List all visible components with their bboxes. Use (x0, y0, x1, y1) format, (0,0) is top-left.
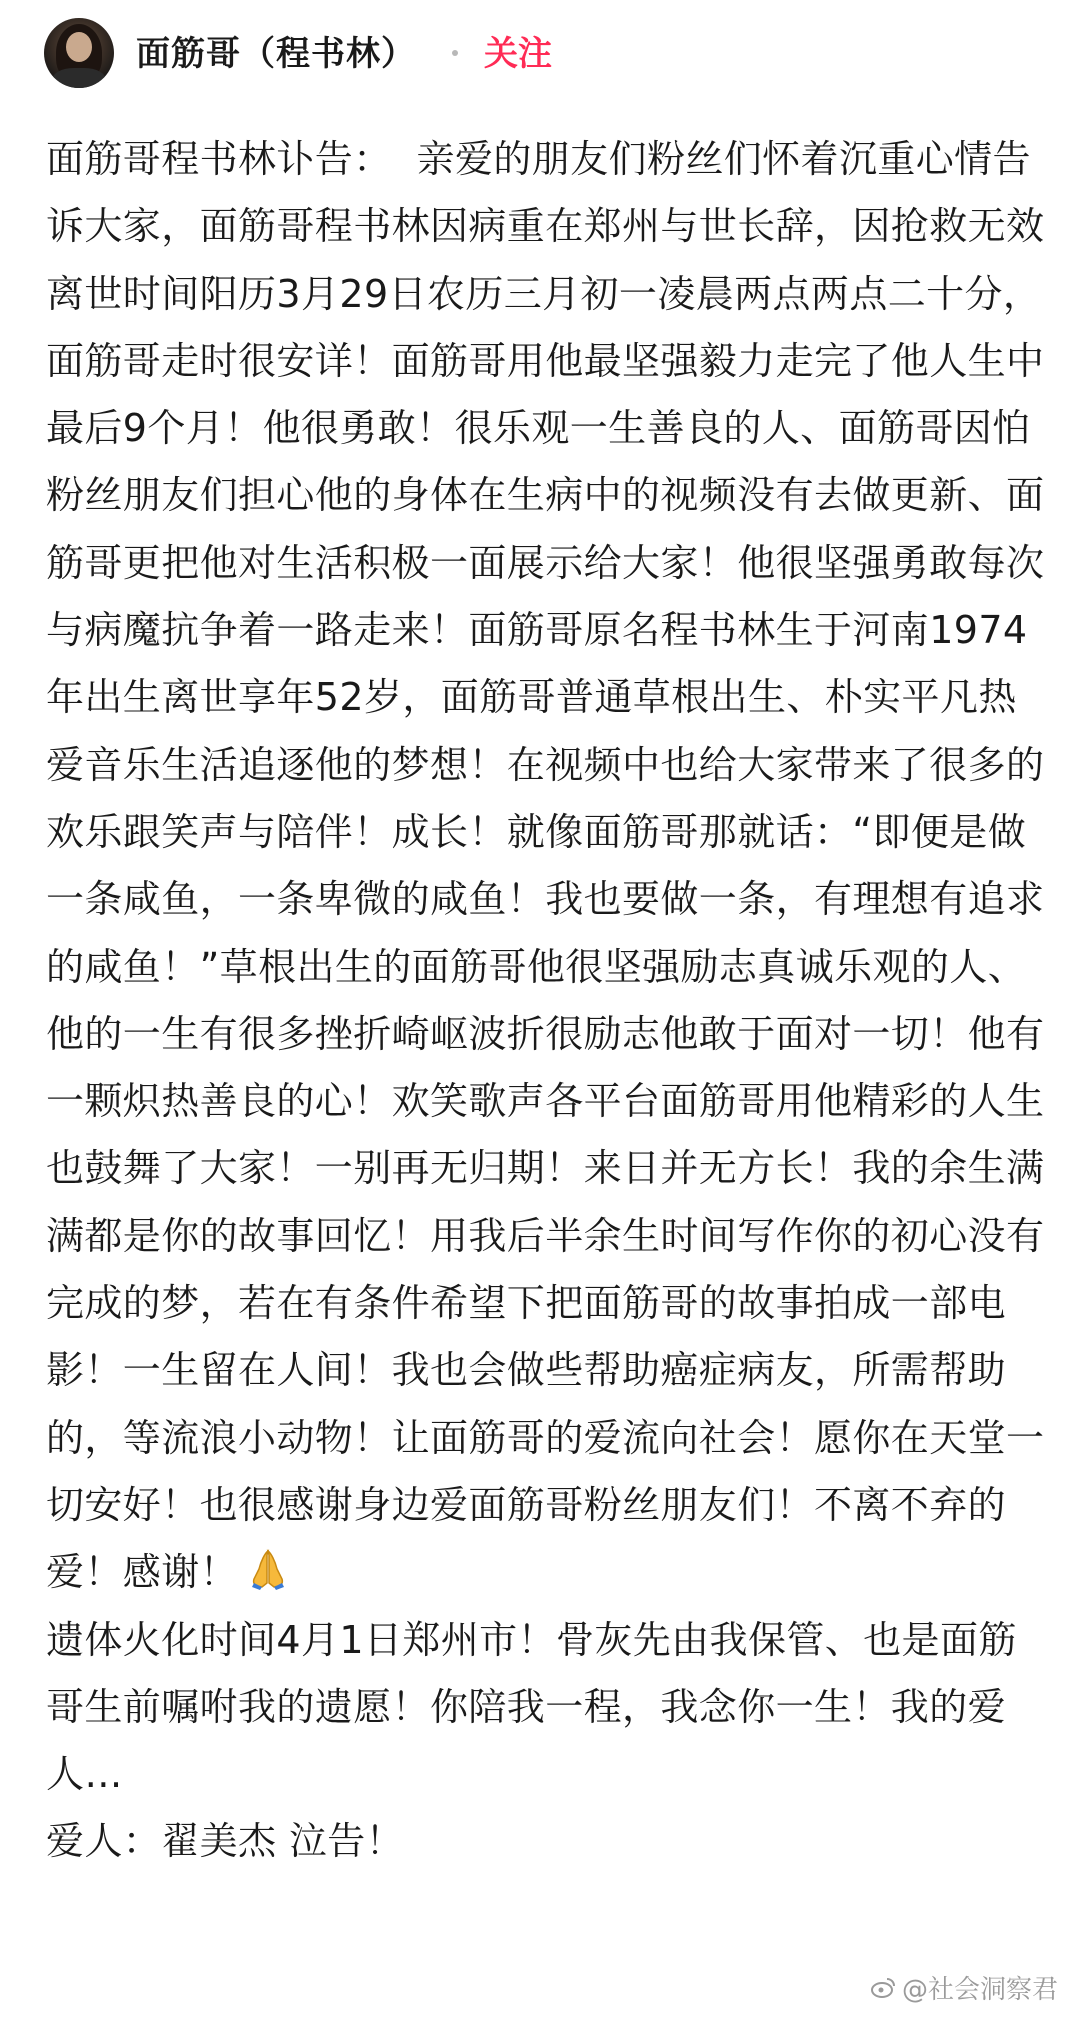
post-paragraph-obituary-text: 面筋哥程书林讣告： 亲爱的朋友们粉丝们怀着沉重心情告诉大家，面筋哥程书林因病重在郑州与世长辞，因抢救无效离世时间阳历3月29日农历三月初一凌晨两点两点二十分，面筋哥走时很安详！面筋哥用他最坚强毅力走完了他人生中最后9个月！他很勇敢！很乐观一生善良的人、面筋哥因怕粉丝朋友们担心他的身体在生病中的视频没有去做更新、面筋哥更把他对生活积极一面展示给大家！他很坚强勇敢每次与病魔抗争着一路走来！面筋哥原名程书林生于河南1974年出生离世享年52岁，面筋哥普通草根出生、朴实平凡热爱音乐生活追逐他的梦想！在视频中也给大家带来了很多的欢乐跟笑声与陪伴！成长！就像面筋哥那就话：“即便是做一条咸鱼，一条卑微的咸鱼！我也要做一条，有理想有追求的咸鱼！”草根出生的面筋哥他很坚强励志真诚乐观的人、他的一生有很多挫折崎岖波折很励志他敢于面对一切！他有一颗炽热善良的心！欢笑歌声各平台面筋哥用他精彩的人生也鼓舞了大家！一别再无归期！来日并无方长！我的余生满满都是你的故事回忆！用我后半余生时间写作你的初心没有完成的梦，若在有条件希望下把面筋哥的故事拍成一部电影！一生留在人间！我也会做些帮助癌症病友，所需帮助的，等流浪小动物！让面筋哥的爱流向社会！愿你在天堂一切安好！也很感谢身边爱面筋哥粉丝朋友们！不离不弃的爱！感谢！ (46, 137, 1045, 1595)
avatar-face (66, 32, 92, 62)
avatar[interactable] (44, 18, 114, 88)
post-paragraph-signature: 爱人：翟美杰 泣告！ (46, 1819, 405, 1864)
watermark (870, 1969, 1058, 2006)
separator-dot (452, 50, 458, 56)
watermark-text: @社会洞察君 (901, 1975, 1058, 2005)
post-header (0, 0, 1080, 110)
follow-button[interactable]: 关注 (484, 34, 552, 74)
post-paragraph-cremation: 遗体火化时间4月1日郑州市！骨灰先由我保管、也是面筋哥生前嘱咐我的遗愿！你陪我一程，我念你一生！我的爱人… (46, 1617, 1017, 1797)
username[interactable]: 面筋哥（程书林） (136, 34, 416, 74)
avatar-body (52, 68, 106, 88)
weibo-logo-icon (870, 1975, 896, 2001)
folded-hands-icon (248, 1547, 288, 1591)
post-paragraph-obituary (46, 126, 1046, 1607)
post-body (46, 126, 1046, 1876)
